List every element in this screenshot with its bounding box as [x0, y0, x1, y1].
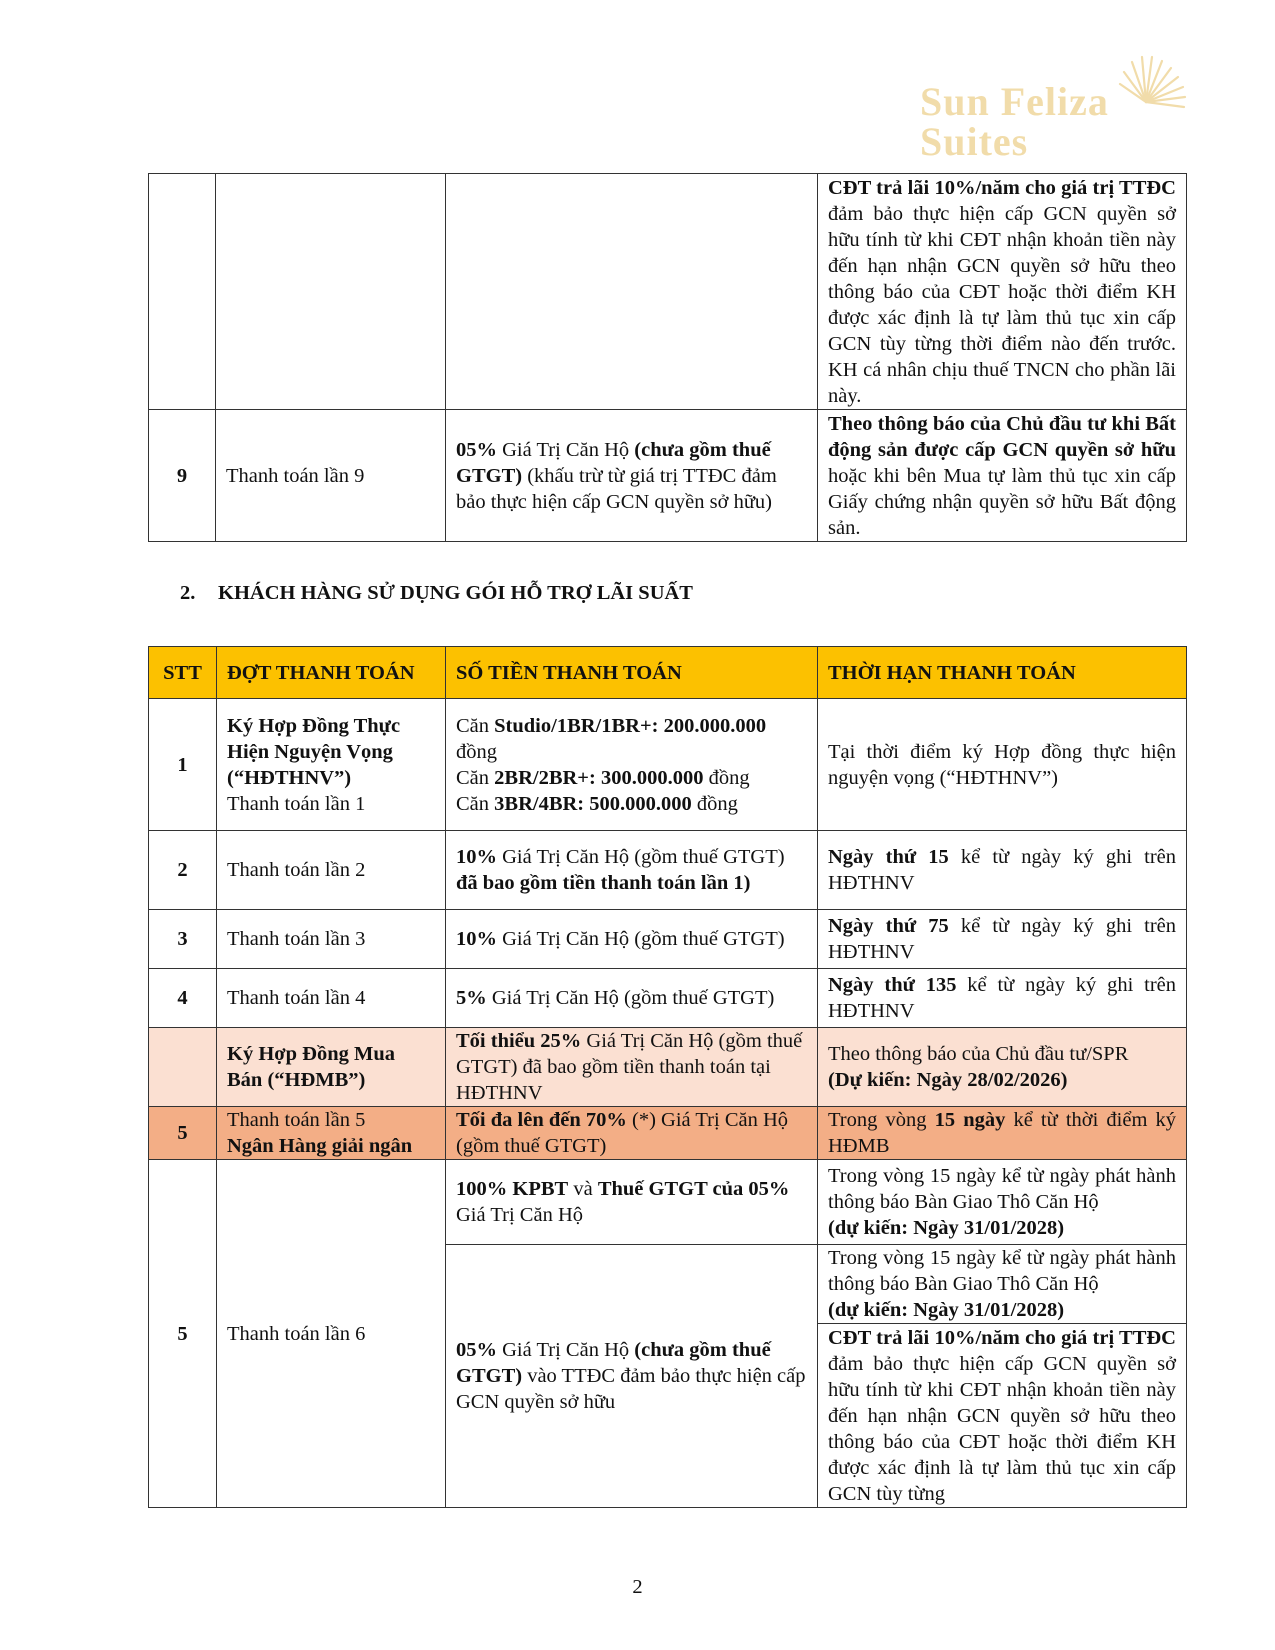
header-installment: ĐỢT THANH TOÁN — [217, 647, 446, 699]
section-heading: 2. KHÁCH HÀNG SỬ DỤNG GÓI HỖ TRỢ LÃI SUẤT — [180, 582, 693, 604]
deadline-cell: Trong vòng 15 ngày kể từ ngày phát hành thông báo Bàn Giao Thô Căn Hộ (dự kiến: Ngày 31/01/2028) — [818, 1245, 1187, 1324]
amount-cell: 100% KPBT và Thuế GTGT của 05% Giá Trị Căn Hộ — [446, 1160, 818, 1245]
table-row — [149, 910, 1187, 969]
installment-cell: Thanh toán lần 3 — [217, 910, 446, 969]
stt-cell: 3 — [149, 910, 217, 969]
amount-cell: 10% Giá Trị Căn Hộ (gồm thuế GTGT) — [446, 910, 818, 969]
deadline-cell: Theo thông báo của Chủ đầu tư khi Bất động sản được cấp GCN quyền sở hữu hoặc khi bên Mua tự làm thủ tục xin cấp Giấy chứng nhận quyền sở hữu Bất động sản. — [818, 410, 1187, 542]
stt-cell: 5 — [149, 1107, 217, 1160]
brand-logo — [920, 54, 1190, 164]
deadline-cell: Theo thông báo của Chủ đầu tư/SPR (Dự kiến: Ngày 28/02/2026) — [818, 1028, 1187, 1107]
table-row — [149, 410, 1187, 542]
sun-rays-icon — [1116, 54, 1188, 124]
brand-name-line1: Sun Feliza — [920, 79, 1109, 124]
amount-cell: Căn Studio/1BR/1BR+: 200.000.000 đồng Căn 2BR/2BR+: 300.000.000 đồng Căn 3BR/4BR: 500.000.000 đồng — [446, 699, 818, 831]
deadline-cell: Tại thời điểm ký Hợp đồng thực hiện nguyện vọng (“HĐTHNV”) — [818, 699, 1187, 831]
header-deadline: THỜI HẠN THANH TOÁN — [818, 647, 1187, 699]
installment-cell: Thanh toán lần 5 Ngân Hàng giải ngân — [217, 1107, 446, 1160]
interest-support-payment-table — [148, 646, 1187, 1508]
installment-cell: Thanh toán lần 9 — [216, 410, 446, 542]
amount-cell: 5% Giá Trị Căn Hộ (gồm thuế GTGT) — [446, 969, 818, 1028]
stt-cell: 1 — [149, 699, 217, 831]
deadline-cell: Ngày thứ 75 kể từ ngày ký ghi trên HĐTHNV — [818, 910, 1187, 969]
table-row — [149, 699, 1187, 831]
deadline-cell: Trong vòng 15 ngày kể từ ngày phát hành thông báo Bàn Giao Thô Căn Hộ (dự kiến: Ngày 31/01/2028) — [818, 1160, 1187, 1245]
deadline-cell: Ngày thứ 135 kể từ ngày ký ghi trên HĐTHNV — [818, 969, 1187, 1028]
amount-cell: 05% Giá Trị Căn Hộ (chưa gồm thuế GTGT) (khấu trừ từ giá trị TTĐC đảm bảo thực hiện cấp GCN quyền sở hữu) — [446, 410, 818, 542]
installment-cell: Thanh toán lần 2 — [217, 831, 446, 910]
installment-cell: Ký Hợp Đồng Thực Hiện Nguyện Vọng (“HĐTHNV”) Thanh toán lần 1 — [217, 699, 446, 831]
table-row — [149, 1028, 1187, 1107]
deadline-cell: CĐT trả lãi 10%/năm cho giá trị TTĐC đảm bảo thực hiện cấp GCN quyền sở hữu tính từ khi CĐT nhận khoản tiền này đến hạn nhận GCN quyền sở hữu theo thông báo của CĐT hoặc thời điểm KH được xác định là tự làm thủ tục xin cấp GCN tùy từng thời điểm nào đến trước. KH cá nhân chịu thuế TNCN cho phần lãi này. — [818, 174, 1187, 410]
amount-cell: 05% Giá Trị Căn Hộ (chưa gồm thuế GTGT) vào TTĐC đảm bảo thực hiện cấp GCN quyền sở hữu — [446, 1245, 818, 1508]
deadline-cell: CĐT trả lãi 10%/năm cho giá trị TTĐC đảm bảo thực hiện cấp GCN quyền sở hữu tính từ khi CĐT nhận khoản tiền này đến hạn nhận GCN quyền sở hữu theo thông báo của CĐT hoặc thời điểm KH được xác định là tự làm thủ tục xin cấp GCN tùy từng — [818, 1324, 1187, 1508]
amount-cell: 10% Giá Trị Căn Hộ (gồm thuế GTGT) đã bao gồm tiền thanh toán lần 1) — [446, 831, 818, 910]
table-row — [149, 969, 1187, 1028]
page-number: 2 — [632, 1576, 643, 1598]
table-row — [149, 174, 1187, 410]
table-row — [149, 831, 1187, 910]
amount-cell: Tối đa lên đến 70% (*) Giá Trị Căn Hộ (gồm thuế GTGT) — [446, 1107, 818, 1160]
deadline-cell: Trong vòng 15 ngày kể từ thời điểm ký HĐMB — [818, 1107, 1187, 1160]
installment-cell: Thanh toán lần 6 — [217, 1160, 446, 1508]
brand-name-line2: Suites — [920, 119, 1029, 164]
header-amount: SỐ TIỀN THANH TOÁN — [446, 647, 818, 699]
stt-cell: 4 — [149, 969, 217, 1028]
installment-cell: Ký Hợp Đồng Mua Bán (“HĐMB”) — [217, 1028, 446, 1107]
stt-cell: 9 — [149, 410, 216, 542]
header-stt: STT — [149, 647, 217, 699]
stt-cell: 5 — [149, 1160, 217, 1508]
table-row — [149, 1107, 1187, 1160]
stt-cell: 2 — [149, 831, 217, 910]
payment-schedule-continued-table — [148, 173, 1187, 542]
table-row — [149, 1160, 1187, 1245]
amount-cell: Tối thiểu 25% Giá Trị Căn Hộ (gồm thuế GTGT) đã bao gồm tiền thanh toán tại HĐTHNV — [446, 1028, 818, 1107]
deadline-cell: Ngày thứ 15 kể từ ngày ký ghi trên HĐTHNV — [818, 831, 1187, 910]
installment-cell: Thanh toán lần 4 — [217, 969, 446, 1028]
table-header-row — [149, 647, 1187, 699]
